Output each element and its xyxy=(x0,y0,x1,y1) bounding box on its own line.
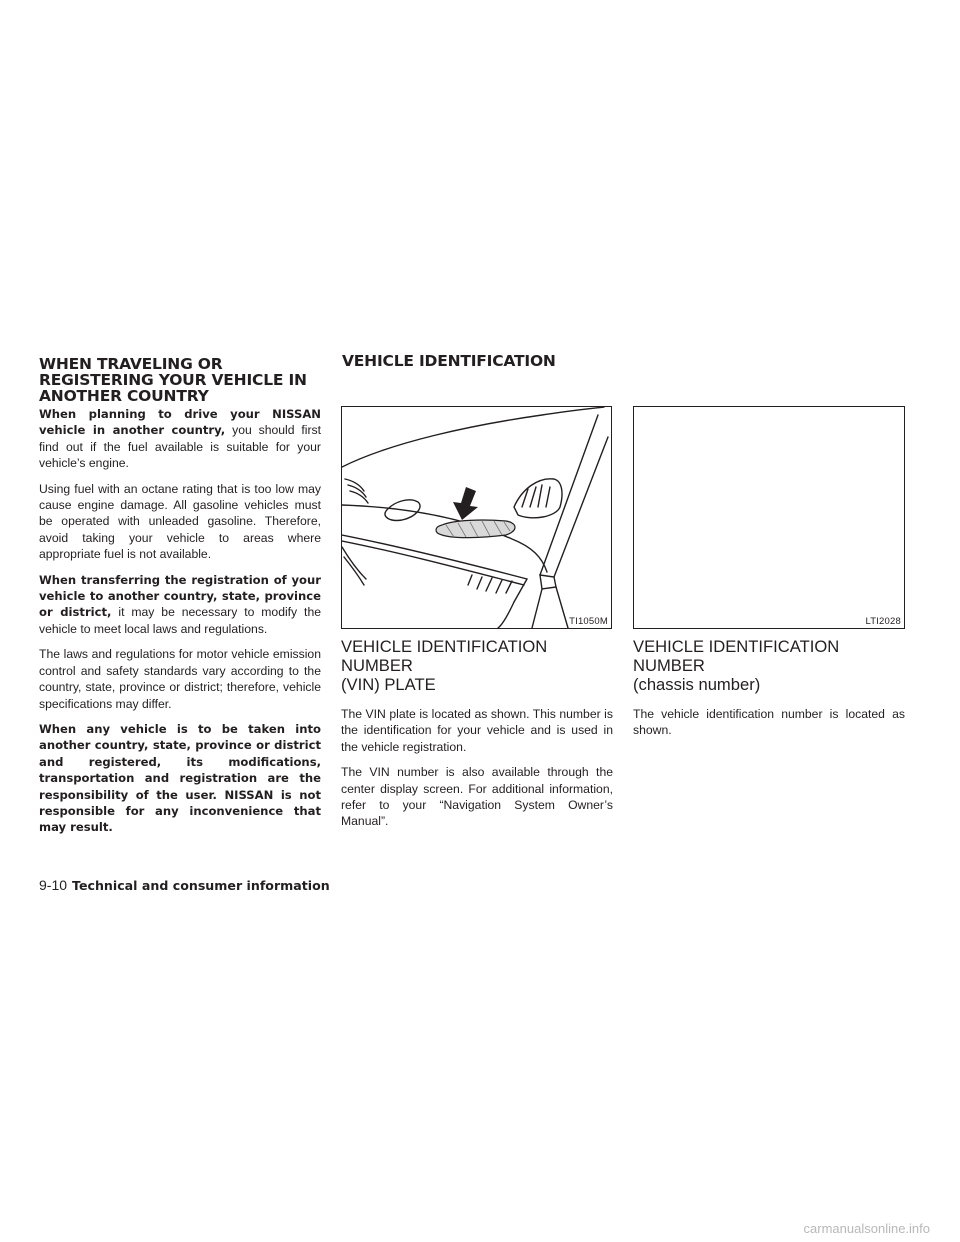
paragraph-responsibility: When any vehicle is to be taken into another country, state, province or district and registered, its modifications, transportation and registration are the responsibility of the user. NISSAN is not responsible for any inconvenience that may result. xyxy=(39,721,321,835)
arrow-icon xyxy=(453,487,478,520)
figure-code-chassis: LTI2028 xyxy=(865,616,901,627)
paragraph-registration-text: it may be necessary to modify the vehicle to meet local laws and regulations. xyxy=(39,605,321,636)
vin-plate-paragraph-1: The VIN plate is located as shown. This number is the identification for your vehicle and is used in the vehicle registration. xyxy=(341,707,613,754)
vin-plate-section xyxy=(341,637,613,839)
chassis-title-line2: (chassis number) xyxy=(633,675,761,694)
paragraph-octane: Using fuel with an octane rating that is too low may cause engine damage. All gasoline vehicles must be operated with unleaded gasoline. Therefore, avoid taking your vehicle to areas where appropriate fuel is not available. xyxy=(39,481,321,562)
vin-plate-title-line1: VEHICLE IDENTIFICATION NUMBER xyxy=(341,637,548,675)
vin-plate-marker xyxy=(436,520,515,538)
paragraph-registration xyxy=(39,572,321,638)
vin-plate-title-line2: (VIN) PLATE xyxy=(341,675,436,694)
paragraph-laws: The laws and regulations for motor vehicle emission control and safety standards vary according to the country, state, province or district; therefore, vehicle specifications may differ. xyxy=(39,647,321,711)
dashboard-illustration xyxy=(342,407,611,628)
figure-code-vin: TI1050M xyxy=(569,616,608,627)
page-footer xyxy=(39,877,330,893)
vin-plate-paragraph-2: The VIN number is also available through the center display screen. For additional information, refer to your “Navigation System Owner’s Manual”. xyxy=(341,765,613,829)
chassis-paragraph-1: The vehicle identification number is located as shown. xyxy=(633,707,905,738)
watermark: carmanualsonline.info xyxy=(803,1221,930,1236)
paragraph-registration-bold: When transferring the registration of your vehicle to another country, state, province or district, xyxy=(39,572,321,620)
section-heading-vehicle-identification: VEHICLE IDENTIFICATION xyxy=(342,352,556,370)
paragraph-planning xyxy=(39,406,321,472)
footer-section-title: Technical and consumer information xyxy=(72,878,330,893)
chassis-number-section xyxy=(633,637,905,748)
left-column xyxy=(39,406,321,845)
chassis-number-figure xyxy=(633,406,905,629)
vin-plate-figure xyxy=(341,406,612,629)
paragraph-planning-bold: When planning to drive your NISSAN vehicle in another country, xyxy=(39,407,321,438)
section-heading-traveling: WHEN TRAVELING OR REGISTERING YOUR VEHICLE IN ANOTHER COUNTRY xyxy=(39,355,307,405)
paragraph-planning-text: you should first find out if the fuel available is suitable for your vehicle’s engine. xyxy=(39,423,322,471)
chassis-title-line1: VEHICLE IDENTIFICATION NUMBER xyxy=(633,637,840,675)
page-number: 9-10 xyxy=(39,877,68,893)
